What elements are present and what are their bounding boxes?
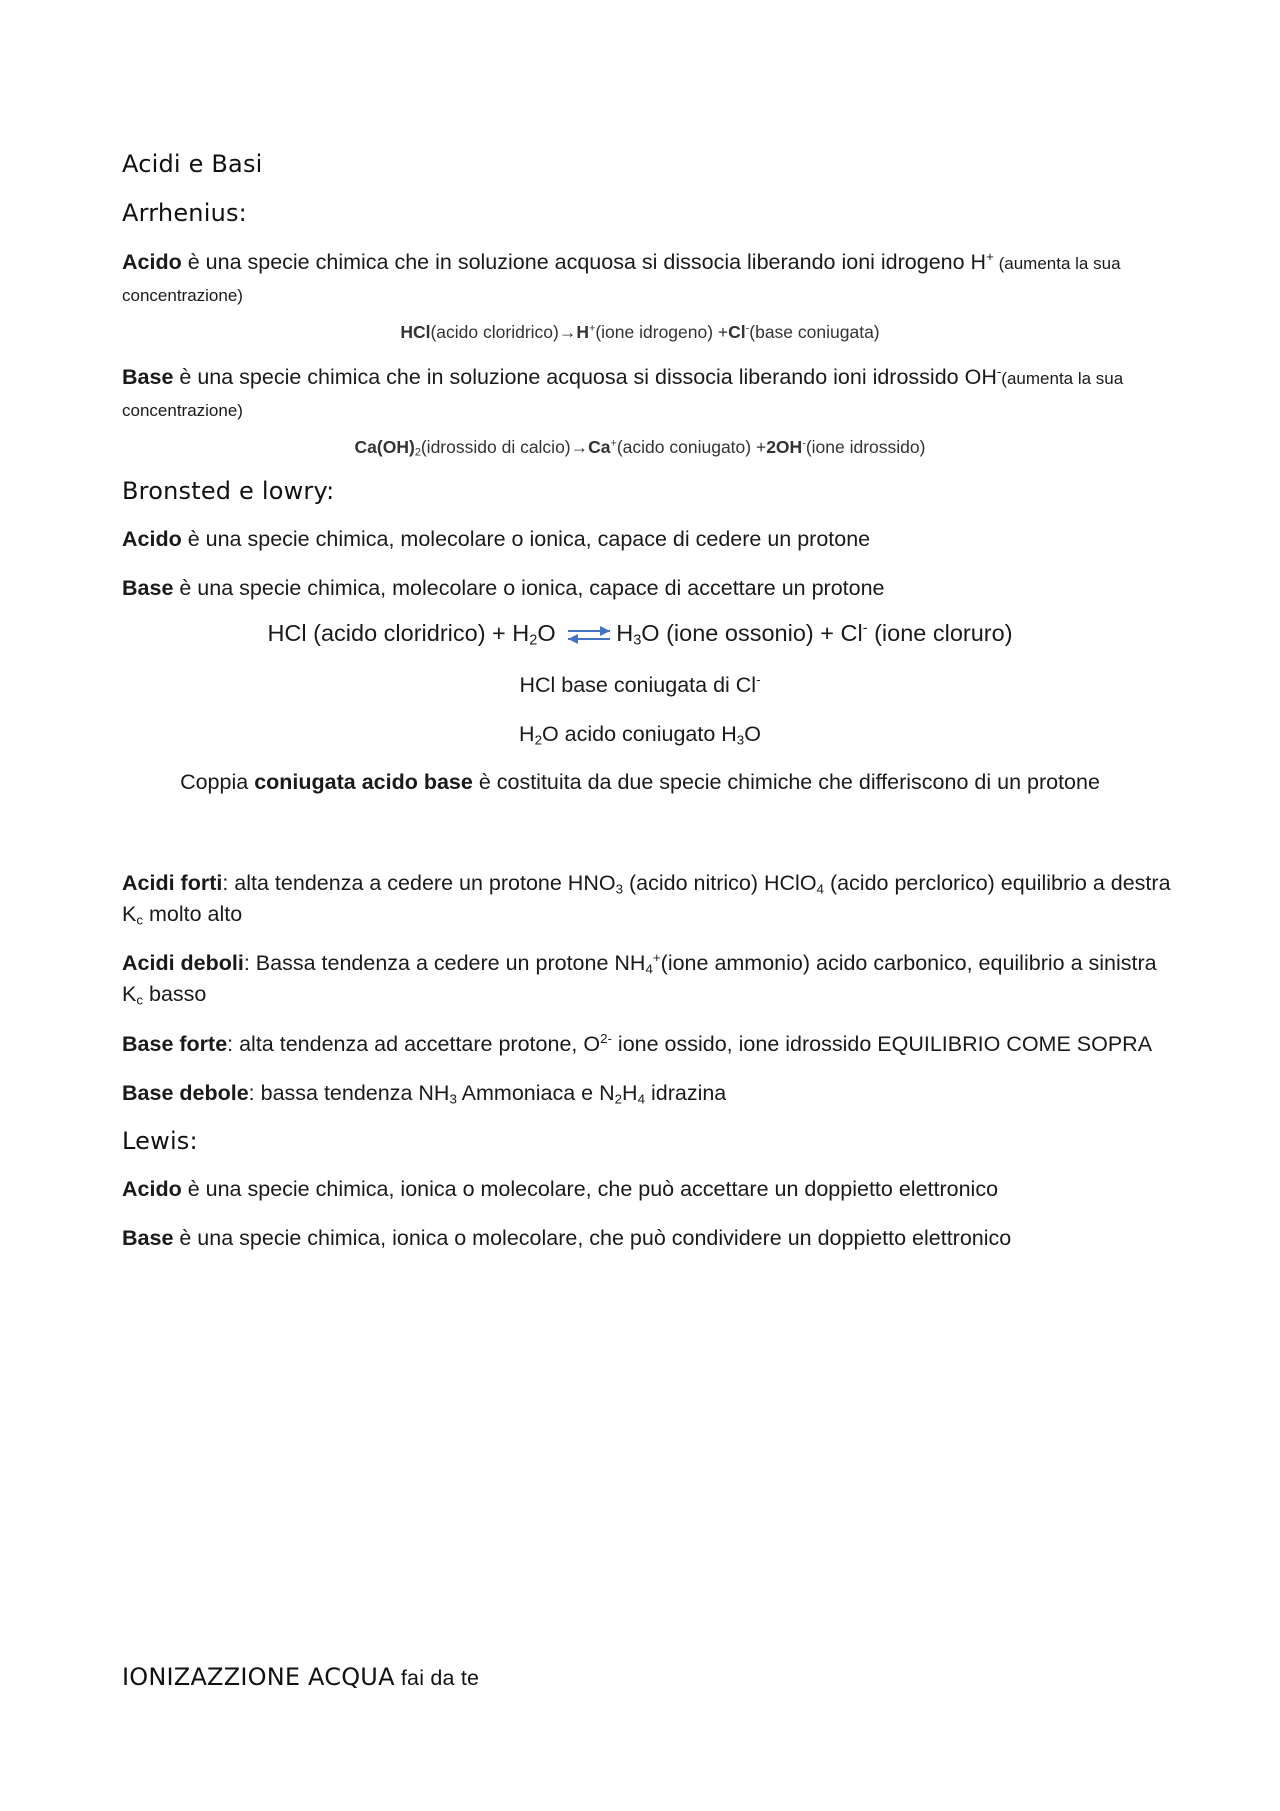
lewis-base-definition: Base è una specie chimica, ionica o molecolare, che può condividere un doppietto elettronico <box>122 1226 1012 1250</box>
strong-base-definition: Base forte: alta tendenza ad accettare protone, $O^{2-}$ ione ossido, ione idrossido EQUILIBRIO COME SOPRA <box>122 1031 1153 1056</box>
strong-acids-definition: Acidi forti: alta tendenza a cedere un protone $HNO_3$ (acido nitrico) HClO$_4$ (acido perclorico) equilibrio a destra $K_c$ molto alto <box>122 871 1171 928</box>
h2o-conjugate-acid-line: $H_2O$ acido coniugato $H_3O$ <box>519 722 761 748</box>
arrhenius-heading: Arrhenius: <box>122 199 247 227</box>
arrhenius-base-definition: Base è una specie chimica che in soluzione acquosa si dissocia liberando ioni idrossido OH-(aumenta la sua concentrazione) <box>122 364 1124 420</box>
bronsted-heading: Bronsted e lowry: <box>122 477 335 505</box>
weak-base-definition: Base debole: bassa tendenza $NH_3$ Ammoniaca e $N_2H_4$ idrazina <box>122 1081 727 1107</box>
bronsted-acid-definition: Acido è una specie chimica, molecolare o ionica, capace di cedere un protone <box>122 527 871 551</box>
equilibrium-arrows-icon <box>564 624 614 646</box>
bronsted-equation: HCl (acido cloridrico) + $H_2O$ $H_3O$ (ione ossonio) + Cl- (ione cloruro) <box>267 620 1013 649</box>
hcl-conjugate-base-line: HCl base coniugata di Cl- <box>519 672 761 697</box>
doc-title: Acidi e Basi <box>122 150 263 178</box>
bronsted-base-definition: Base è una specie chimica, molecolare o ionica, capace di accettare un protone <box>122 576 885 600</box>
water-ionization-heading: IONIZAZZIONE ACQUA fai da te <box>122 1663 480 1691</box>
arrhenius-equation-hcl: HCl(acido cloridrico)→H+(ione idrogeno) +Cl-(base coniugata) <box>400 322 880 342</box>
conjugate-pair-definition: Coppia coniugata acido base è costituita da due specie chimiche che differiscono di un protone <box>180 770 1100 794</box>
lewis-heading: Lewis: <box>122 1127 198 1155</box>
arrhenius-acid-term: Acido <box>122 250 182 274</box>
arrhenius-base-term: Base <box>122 365 174 389</box>
arrhenius-acid-note: (aumenta la sua concentrazione) <box>122 254 1121 305</box>
arrhenius-acid-definition: Acido è una specie chimica che in soluzione acquosa si dissocia liberando ioni idrogeno H+ (aumenta la sua concentrazione) <box>122 249 1121 305</box>
weak-acids-definition: Acidi deboli: Bassa tendenza a cedere un protone $NH_4^+(ione$ ammonio) acido carbonico, equilibrio a sinistra $K_c$ basso <box>122 950 1157 1008</box>
arrhenius-base-note: (aumenta la sua concentrazione) <box>122 369 1124 420</box>
arrhenius-equation-caoh2: $Ca(OH)_2(idrossido$ di calcio)→Ca+(acido coniugato) +2OH-(ione idrossido) <box>354 437 926 459</box>
lewis-acid-definition: Acido è una specie chimica, ionica o molecolare, che può accettare un doppietto elettronico <box>122 1177 999 1201</box>
